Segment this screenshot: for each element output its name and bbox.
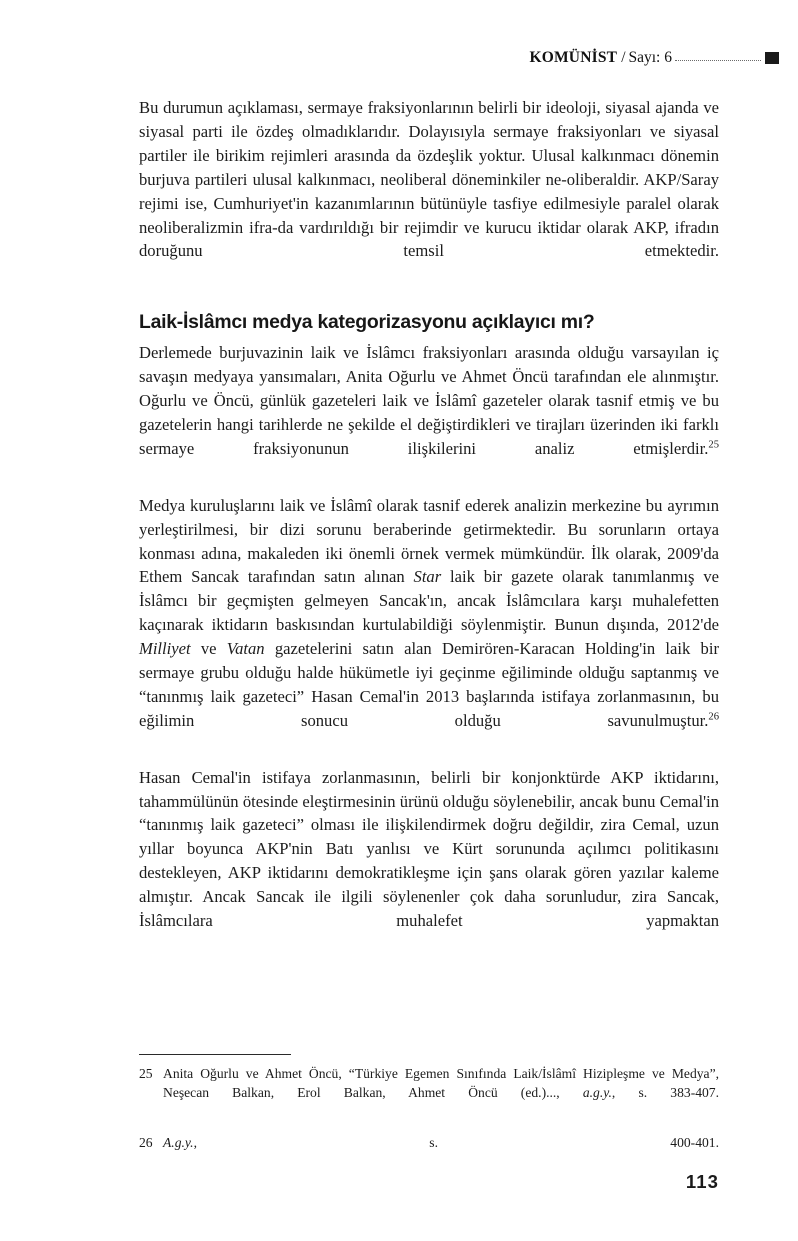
- paragraph-3: [139, 494, 719, 757]
- footnote-separator-rule: [139, 1054, 291, 1055]
- issue-label: Sayı: 6: [628, 49, 672, 66]
- footnote-text-b: , s. 383-407.: [611, 1085, 720, 1101]
- footnote-text: [163, 1064, 719, 1122]
- footnote-text-a: Anita Oğurlu ve Ahmet Öncü, “Türkiye Egemen Sınıfında Laik/İslâmî Hizipleşme ve Medya”, Neşecan Balkan, Erol Balkan, Ahmet Öncü (ed.)...,: [163, 1066, 719, 1101]
- footnote-text: [163, 1133, 719, 1172]
- paragraph-2-text: Derlemede burjuvazinin laik ve İslâmcı fraksiyonları arasında olduğu varsayılan iç savaşın medyaya yansımaları, Anita Oğurlu ve Ahmet Öncü tarafından ele alınmıştır. Oğurlu ve Öncü, günlük gazeteleri laik ve İslâmî gazeteler olarak tasnif etmiş ve bu gazetelerin hangi tarihlerde ne şekilde el değiştirdikleri ve tirajları üzerinden iki farklı sermaye fraksiyonunun ilişkilerini analiz etmişlerdir.: [139, 343, 719, 458]
- footnote-item: [139, 1133, 719, 1172]
- footnote-number: 25: [139, 1066, 153, 1081]
- section-heading: Laik-İslâmcı medya kategorizasyonu açıklayıcı mı?: [139, 311, 595, 334]
- title-milliyet: Milliyet: [139, 639, 191, 659]
- paragraph-1: Bu durumun açıklaması, sermaye fraksiyonlarının belirli bir ideoloji, siyasal ajanda ve siyasal parti ile özdeş olmadıklarıdır. Dolayısıyla sermaye fraksiyonları ve siyasal partiler ile birikim rejimleri arasında da özdeşlik yoktur. Ulusal kalkınmacı dönemin burjuva partileri ulusal kalkınmacı, neoliberal döneminkiler ne-oliberaldir. AKP/Saray rejimi ise, Cumhuriyet'in kazanımlarının bütünüyle tasfiye edilmesiyle paralel olarak neoliberalizmin ifra-da vardırıldığı bir rejimdir ve kurucu iktidar olarak AKP, ifradın doruğunu temsil etmektedir.: [139, 98, 719, 261]
- footnote-area: [139, 1054, 719, 1172]
- black-square-marker-icon: [765, 52, 779, 64]
- publication-title: KOMÜNİST: [529, 49, 618, 66]
- footnote-text-b: , s. 400-401.: [193, 1135, 719, 1151]
- footnote-number: 26: [139, 1135, 153, 1151]
- running-head: [139, 46, 779, 70]
- paragraph-4: Hasan Cemal'in istifaya zorlanmasının, belirli bir konjonktürde AKP iktidarını, tahammülünün ötesinde eleştirmesinin ürünü olduğu söylenebilir, ancak bunu Cemal'in “tanınmış laik gazeteci” olması ile ilişkilendirmek doğru değildir, zira Cemal, uzun yıllar boyunca AKP'nin Batı yanlısı ve Kürt sorununda açılımcı politikasını destekleyen, AKP iktidarını demokratikleşme için şans olarak gören yazılar kaleme almıştır. Ancak Sancak ile ilgili söylenenler çok daha sorunludur, zira Sancak, İslâmcılara muhalefet yapmaktan: [139, 767, 719, 931]
- body-text-column: [139, 96, 719, 957]
- footnote-italic: a.g.y.: [582, 1085, 612, 1101]
- footnote-ref-26[interactable]: 26: [708, 711, 719, 723]
- paragraph-3-text-d: gazetelerini satın alan Demirören-Karacan Holding'in laik bir sermaye grubu olduğu halde hükümetle iyi geçinme eğiliminde olduğu saptanmış ve “tanınmış laik gazeteci” Hasan Cemal'in 2013 başlarında istifaya zorlanmasının, bu eğilimin sonucu olduğu savunulmuştur.: [139, 639, 719, 730]
- page-number: 113: [685, 1171, 719, 1192]
- footnote-item: [139, 1064, 719, 1122]
- title-star: Star: [413, 567, 442, 587]
- paragraph-3-text-b: laik bir gazete olarak tanımlanmış ve İslâmcı bir geçmişten gelmeyen Sancak'ın, ancak İslâmcılara karşı muhalefetten kaçınarak iktidarın baskısından kurtulabildiği söylenmiştir. Bunun dışında, 2012'de: [139, 567, 719, 635]
- paragraph-3-text-a: Medya kuruluşlarını laik ve İslâmî olarak tasnif ederek analizin merkezine bu ayrımın yerleştirilmesi, bir dizi sorunu beraberinde getirmektedir. Bu sorunların ortaya konması adına, makaleden iki önemli örnek vermek mümkündür. İlk olarak, 2009'da Ethem Sancak tarafından satın alınan: [139, 495, 719, 587]
- paragraph-3-text-c: ve: [190, 639, 227, 659]
- title-vatan: Vatan: [226, 639, 265, 659]
- footnote-italic: A.g.y.: [163, 1135, 194, 1151]
- running-head-separator: /: [621, 49, 626, 66]
- paragraph-2: [139, 341, 719, 484]
- dotted-rule-icon: [675, 59, 761, 61]
- footnote-ref-25[interactable]: 25: [708, 439, 719, 451]
